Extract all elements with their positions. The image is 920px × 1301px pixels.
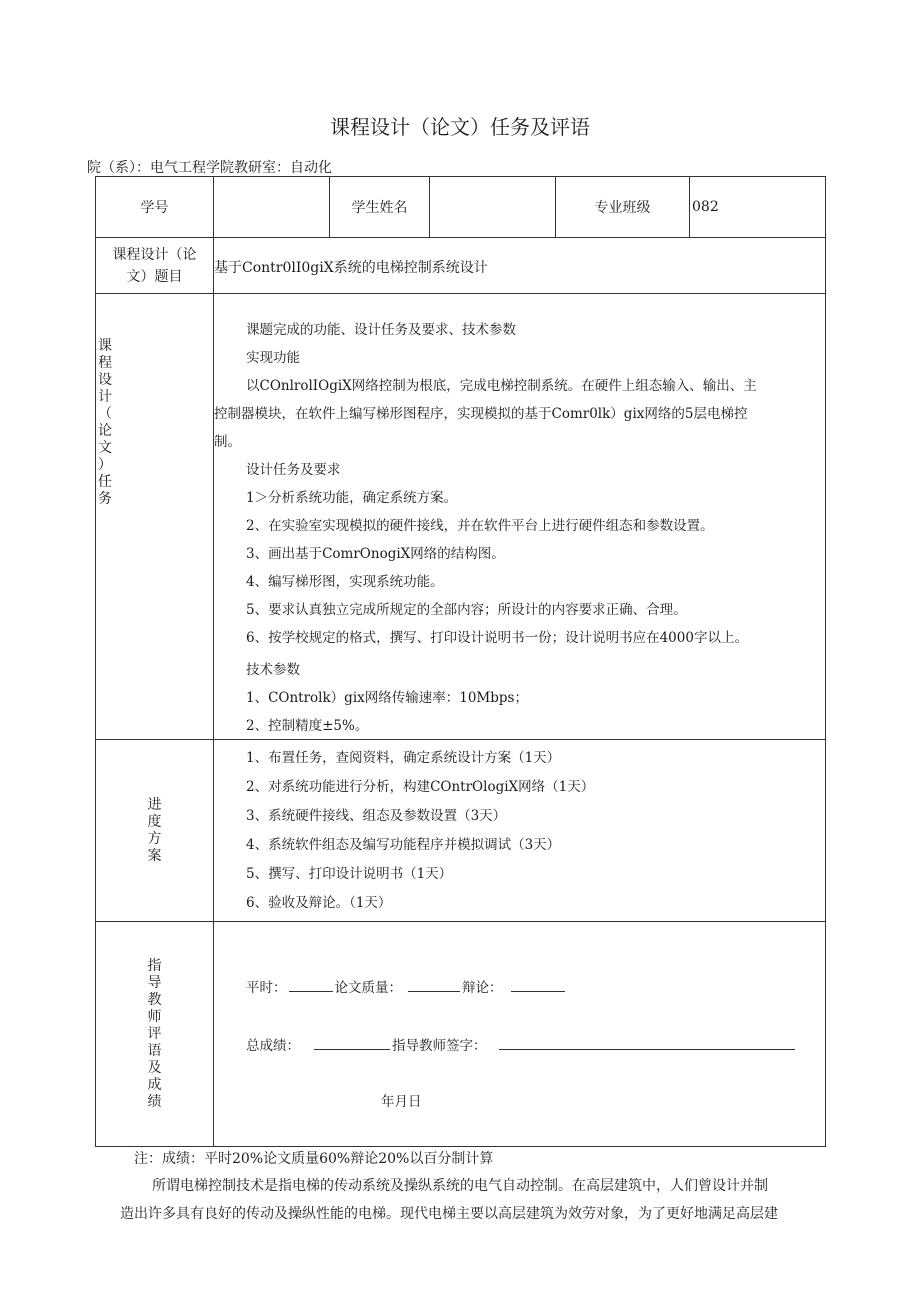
task-line: 设计任务及要求 (246, 462, 341, 478)
task-line: 1、COntrolk）gix网络传输速率：10Mbps； (246, 690, 528, 706)
body-paragraph-line1: 所谓电梯控制技术是指电梯的传动系统及操纵系统的电气自动控制。在高层建筑中，人们曾设计并制 (152, 1178, 768, 1194)
topic-label (96, 238, 214, 294)
review-label-char: 教 (147, 991, 162, 1008)
department-line: 院（系）：电气工程学院教研室：自动化 (87, 160, 332, 176)
task-label-char: 论 (98, 423, 112, 439)
total-score-blank[interactable] (314, 1037, 390, 1050)
review-label-char: 绩 (147, 1093, 162, 1110)
task-line: 2、在实验室实现模拟的硬件接线，并在软件平台上进行硬件组态和参数设置。 (246, 518, 714, 534)
task-label-char: 文 (98, 440, 112, 456)
page-title: 课程设计（论文）任务及评语 (330, 115, 590, 139)
schedule-label-char: 进 (147, 796, 162, 813)
defense-score-label: 辩论： (462, 980, 503, 996)
schedule-row (96, 740, 826, 922)
student-id-label: 学号 (96, 177, 214, 238)
body-paragraph-line2: 造出许多具有良好的传动及操纵性能的电梯。现代电梯主要以高层建筑为效劳对象，为了更好地满足高层建 (120, 1206, 778, 1222)
schedule-line: 2、对系统功能进行分析，构建COntrOlogiX网络（1天） (246, 779, 595, 795)
usual-score-blank[interactable] (289, 979, 333, 992)
task-form-table (95, 176, 826, 1147)
defense-score-blank[interactable] (511, 979, 565, 992)
class-label: 专业班级 (556, 177, 690, 238)
schedule-line: 3、系统硬件接线、组态及参数设置（3天） (246, 808, 507, 824)
sign-blank[interactable] (499, 1037, 795, 1050)
task-row (96, 294, 826, 740)
task-line: 5、要求认真独立完成所规定的全部内容；所设计的内容要求正确、合理。 (246, 602, 687, 618)
review-label-char: 成 (147, 1076, 162, 1093)
task-label-char: 计 (98, 389, 112, 405)
quality-score-label: 论文质量： (334, 980, 402, 996)
task-line: 4、编写梯形图，实现系统功能。 (246, 574, 444, 590)
student-name-label: 学生姓名 (330, 177, 430, 238)
review-label-char: 师 (147, 1008, 162, 1025)
task-label-char: 设 (98, 372, 112, 388)
review-label-char: 导 (147, 974, 162, 991)
review-label-char: 指 (147, 957, 162, 974)
total-line (246, 1034, 797, 1054)
task-line: 实现功能 (246, 350, 300, 366)
schedule-label-char: 方 (147, 830, 162, 847)
schedule-label-char: 度 (147, 813, 162, 830)
info-row (96, 177, 826, 238)
schedule-content (214, 740, 826, 922)
task-label-char: （ (98, 406, 112, 422)
task-line: 控制器模块，在软件上编写梯形图程序，实现模拟的基于Comr0lk）gix网络的5层电梯控 (214, 406, 748, 422)
task-label-char: 任 (98, 474, 112, 490)
schedule-line: 4、系统软件组态及编写功能程序并模拟调试（3天） (246, 837, 561, 853)
date-label: 年月日 (381, 1094, 422, 1110)
topic-value: 基于Contr0lI0giX系统的电梯控制系统设计 (214, 238, 826, 294)
total-score-label: 总成绩： (246, 1038, 300, 1054)
schedule-line: 5、撰写、打印设计说明书（1天） (246, 866, 453, 882)
class-value: 082 (690, 177, 826, 238)
task-line: 1＞分析系统功能，确定系统方案。 (246, 490, 458, 506)
review-label-char: 及 (147, 1059, 162, 1076)
schedule-label-char: 案 (147, 847, 162, 864)
task-line: 制。 (214, 434, 241, 450)
score-line (246, 976, 567, 996)
review-label-char: 评 (147, 1025, 162, 1042)
review-row (96, 922, 826, 1147)
task-label-char: 课 (98, 338, 112, 354)
review-label (96, 922, 214, 1147)
review-label-char: 语 (147, 1042, 162, 1059)
task-line: 课题完成的功能、设计任务及要求、技术参数 (246, 322, 516, 338)
topic-label-line2: 文）题目 (126, 268, 183, 285)
task-label-char: 务 (98, 491, 112, 507)
schedule-line: 6、验收及辩论。（1天） (246, 895, 392, 911)
usual-score-label: 平时： (246, 980, 287, 996)
sign-label: 指导教师签字： (392, 1038, 487, 1054)
task-line: 技术参数 (246, 662, 300, 678)
task-line: 3、画出基于ComrOnogiX网络的结构图。 (246, 546, 505, 562)
review-content (214, 922, 826, 1147)
task-line: 6、按学校规定的格式，撰写、打印设计说明书一份；设计说明书应在4000字以上。 (246, 630, 748, 646)
task-label (96, 294, 214, 740)
task-line: 以COnlrolIOgiX网络控制为根底，完成电梯控制系统。在硬件上组态输入、输出、主 (246, 378, 757, 394)
student-name-value (430, 177, 556, 238)
schedule-label (96, 740, 214, 922)
task-label-char: ） (98, 457, 112, 473)
schedule-line: 1、布置任务，查阅资料，确定系统设计方案（1天） (246, 750, 561, 766)
task-line: 2、控制精度±5%。 (246, 718, 369, 734)
grading-note: 注：成绩：平时20%论文质量60%辩论20%以百分制计算 (134, 1151, 494, 1167)
topic-label-line1: 课程设计（论 (112, 246, 197, 263)
task-label-char: 程 (98, 355, 112, 371)
topic-row (96, 238, 826, 294)
task-content (214, 294, 826, 740)
quality-score-blank[interactable] (408, 979, 460, 992)
student-id-value (214, 177, 330, 238)
